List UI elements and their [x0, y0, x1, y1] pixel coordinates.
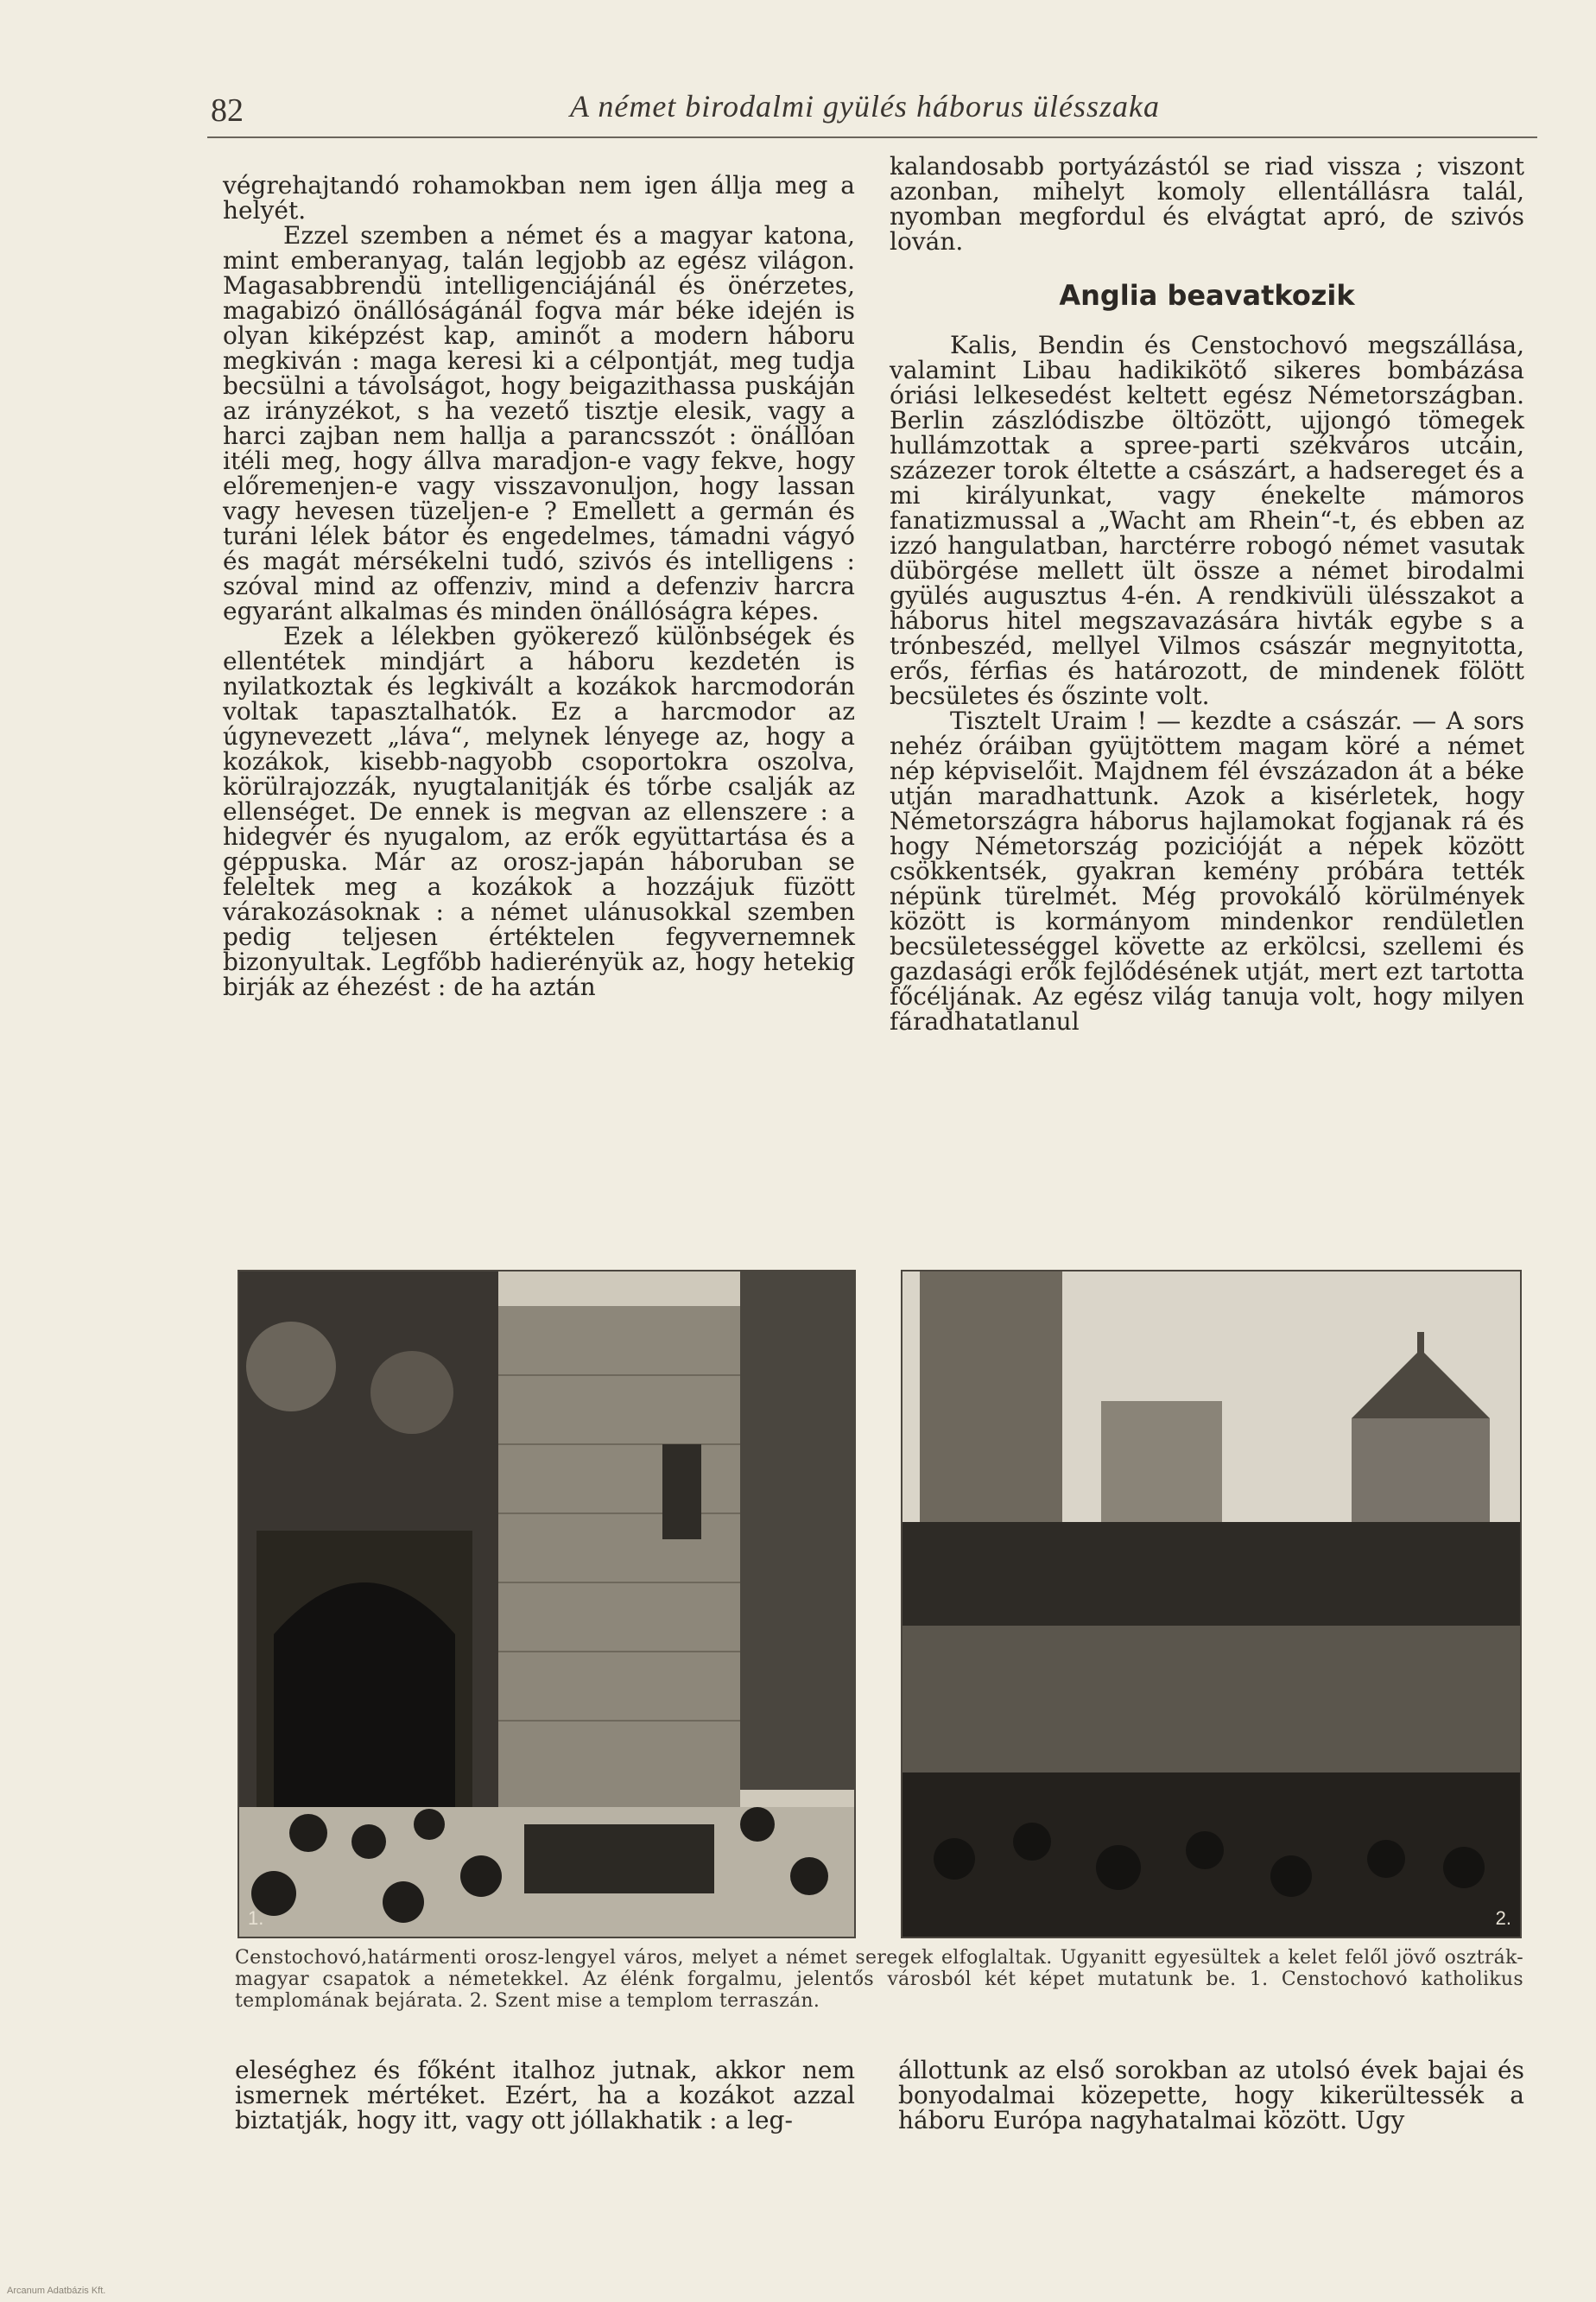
- running-title: A német birodalmi gyülés háborus ülésszaka: [570, 89, 1160, 124]
- photo-mass-on-terrace-image: [902, 1271, 1520, 1937]
- photo-church-entrance: [238, 1270, 856, 1938]
- paragraph: végrehajtandó rohamokban nem igen állja meg a helyét.: [223, 171, 855, 225]
- paragraph: eleséghez és főként italhoz jutnak, akkor nem ismernek mértéket. Ezért, ha a kozákot azzal biztatják, hogy itt, vagy ott jóllakhatik : a leg-: [235, 2056, 855, 2134]
- paragraph: Kalis, Bendin és Censtochovó megszállása, valamint Libau hadikikötő sikeres bombázása óriási lelkesedést keltett egész Németországban. Berlin zászlódiszbe öltözött, ujjongó tömegek hullámzottak a spree-parti székváros utcáin, százezer torok éltette a császárt, a hadsereget és a mi királyunkat, vagy énekelte mámoros fanatizmussal a „Wacht am Rhein“-t, és ebben az izzó hangulatban, harctérre robogó német vasutak dübörgése mellett ült össze a német birodalmi gyülés augusztus 4-én. A rendkivüli ülésszakot a háborus hitel megszavazására hivták egybe s a trónbeszéd, mellyel Vilmos császár megnyitotta, erős, férfias és határozott, de mindenek fölött becsületes és őszinte volt.: [890, 331, 1524, 710]
- figure-number: 1.: [248, 1907, 264, 1929]
- figure-caption: Censtochovó,határmenti orosz-lengyel város, melyet a német seregek elfoglaltak. Ugyanitt egyesültek a kelet felől jövő osztrák-magyar csapatok a németekkel. Az élénk forgalmu, jelentős városból két képet mutatunk be. 1. Censtochovó katholikus templomának bejárata. 2. Szent mise a templom terraszán.: [235, 1947, 1523, 2012]
- paragraph: állottunk az első sorokban az utolsó évek bajai és bonyodalmai közepette, hogy kikerültessék a háboru Európa nagyhatalmai között. Ugy: [898, 2056, 1524, 2134]
- bottom-right-column: [898, 2058, 1524, 2133]
- photo-mass-on-terrace: [901, 1270, 1522, 1938]
- figure-number: 2.: [1495, 1907, 1511, 1929]
- paragraph: kalandosabb portyázástól se riad vissza ; viszont azonban, mihelyt komoly ellentállásra talál, nyomban megfordul és elvágtat apró, de szivós lován.: [890, 152, 1524, 256]
- page-number: 82: [211, 92, 244, 129]
- paragraph: Ezzel szemben a német és a magyar katona, mint emberanyag, talán legjobb az egész világon. Magasabbrendü intelligenciájánál és önérzetes, magabizó önállóságánál fogva már béke idején is olyan kiképzést kap, aminőt a modern háboru megkiván : maga keresi ki a célpontját, meg tudja becsülni a távolságot, hogy beigazithassa puskáján az irányzékot, s ha vezető tisztje elesik, vagy a harci zajban nem hallja a parancsszót : önállóan itéli meg, hogy állva maradjon-e vagy fekve, hogy előremenjen-e vagy visszavonuljon, hogy lassan vagy hevesen tüzeljen-e ? Emellett a germán és turáni lélek bátor és engedelmes, támadni vágyó és magát mérsékelni tudó, szivós és intelligens : szóval mind az offenziv, mind a defenziv harcra egyaránt alkalmas és minden önállóságra képes.: [223, 221, 855, 625]
- paragraph: Tisztelt Uraim ! — kezdte a császár. — A sors nehéz óráiban gyüjtöttem magam köré a német nép képviselőit. Majdnem fél évszázadon át a béke utján maradhattunk. Azok a kisérletek, hogy Németországra háborus hajlamokat fogjanak rá és hogy Németország pozicióját a népek között csökkentsék, gyakran kemény próbára tették népünk türelmét. Még provokáló körülmények között is kormányom mindenkor rendületlen becsületességgel követte az erkölcsi, szellemi és gazdasági erők fejlődésének utját, mert ezt tartotta főcéljának. Az egész világ tanuja volt, hogy milyen fáradhatatlanul: [890, 707, 1524, 1036]
- section-heading: Anglia beavatkozik: [1059, 279, 1355, 312]
- bottom-left-column: [235, 2058, 855, 2133]
- photo-church-entrance-image: [239, 1271, 854, 1937]
- paragraph: Ezek a lélekben gyökerező különbségek és ellentétek mindjárt a háboru kezdetén is nyilatkoztak és legkivált a kozákok harcmodorán voltak tapasztalhatók. Ez a harcmodor az úgynevezett „láva“, melynek lényege az, hogy a kozákok, kisebb-nagyobb csoportokra oszolva, körülrajozzák, nyugtalanitják és tőrbe csalják az ellenséget. De ennek is megvan az ellenszere : a hidegvér és nyugalom, az erők együttartása és a géppuska. Már az orosz-japán háboruban se feleltek meg a kozákok a hozzájuk füzött várakozásoknak : a német ulánusokkal szemben pedig teljesen értéktelen fegyvernemnek bizonyultak. Legfőbb hadierényük az, hogy hetekig birják az éhezést : de ha aztán: [223, 622, 855, 1001]
- page-header: [207, 76, 1537, 138]
- right-column: [890, 154, 1524, 1034]
- archive-watermark: Arcanum Adatbázis Kft.: [7, 2286, 106, 2296]
- left-column: [223, 173, 855, 999]
